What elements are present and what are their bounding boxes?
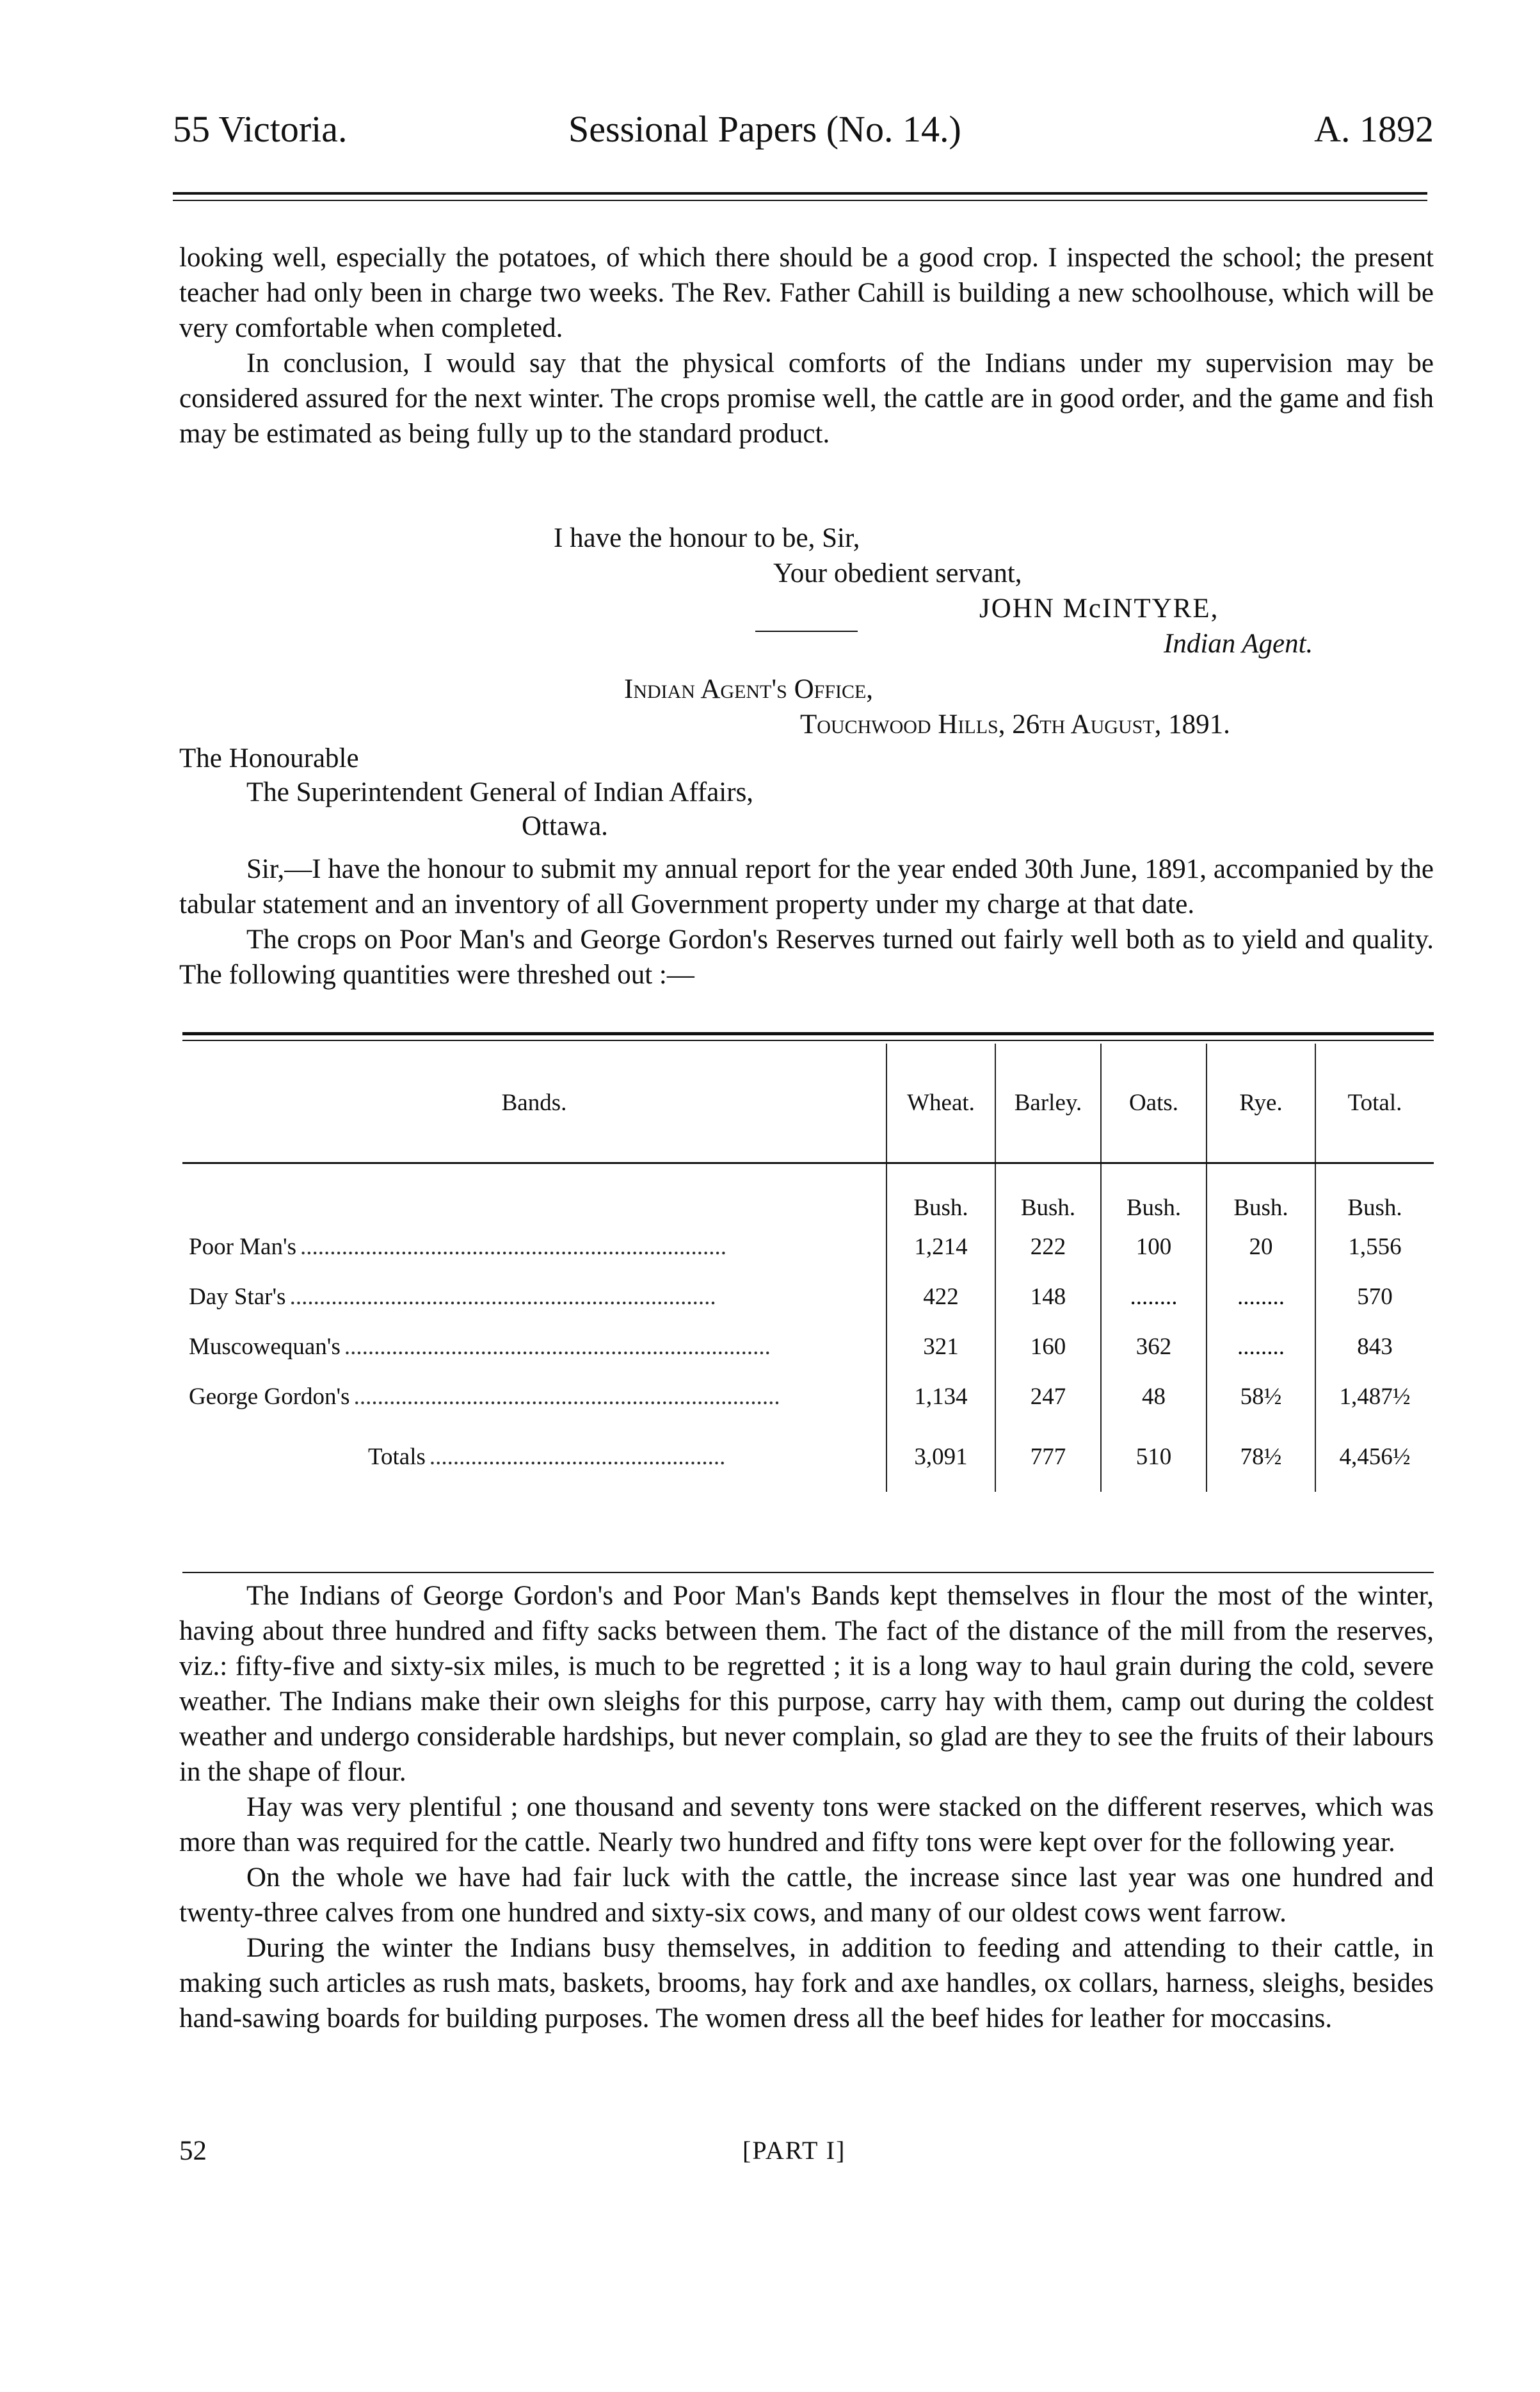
- signature-name: JOHN McINTYRE,: [979, 594, 1219, 624]
- addressee-line-3: Ottawa.: [522, 811, 608, 841]
- closing-line-2: Your obedient servant,: [773, 558, 1022, 588]
- band-name: Poor Man's ........................................................................: [189, 1233, 727, 1260]
- barley-value: 247: [995, 1371, 1101, 1421]
- totals-label: Totals ..................................................: [368, 1443, 726, 1470]
- body-paragraph-3: On the whole we have had fair luck with the cattle, the increase since last year was one hundred and twenty-three calves from one hundred and sixty-six cows, and many of our oldest cows went farrow.: [179, 1863, 1434, 1928]
- total-value: 1,556: [1315, 1222, 1434, 1272]
- header-volume: 55 Victoria.: [173, 108, 348, 150]
- letter1-paragraph-2: In conclusion, I would say that the physical comforts of the Indians under my supervision may be considered assured for the next winter. The crops promise well, the cattle are in good order, and the game and fish may be estimated as being fully up to the standard product.: [179, 348, 1434, 449]
- col-header-barley: Barley.: [995, 1044, 1101, 1163]
- rye-value: 58½: [1207, 1371, 1315, 1421]
- totals-row: [182, 1421, 1434, 1492]
- letter2-paragraph-1: Sir,—I have the honour to submit my annual report for the year ended 30th June, 1891, accompanied by the tabular statement and an inventory of all Government property under my charge at that date.: [179, 854, 1434, 919]
- col-header-bands: Bands.: [182, 1044, 886, 1163]
- rye-total: 78½: [1207, 1421, 1315, 1492]
- rye-value: ........: [1207, 1321, 1315, 1371]
- col-header-total: Total.: [1315, 1044, 1434, 1163]
- grand-total: 4,456½: [1315, 1421, 1434, 1492]
- band-name: Day Star's ........................................................................: [189, 1283, 716, 1310]
- oats-total: 510: [1101, 1421, 1207, 1492]
- office-line: Indian Agent's Office,: [624, 674, 874, 704]
- wheat-value: 422: [886, 1272, 995, 1321]
- unit-label: Bush.: [886, 1163, 995, 1222]
- oats-value: 362: [1101, 1321, 1207, 1371]
- signature-title: Indian Agent.: [1164, 629, 1313, 659]
- wheat-total: 3,091: [886, 1421, 995, 1492]
- units-row: [182, 1163, 1434, 1222]
- col-header-rye: Rye.: [1207, 1044, 1315, 1163]
- header-rule-thin: [173, 200, 1427, 201]
- body-paragraph-4: During the winter the Indians busy themselves, in addition to feeding and attending to their cattle, in making such articles as rush mats, baskets, brooms, hay fork and axe handles, ox collars, harness, sleighs, besides hand-sawing boards for building purposes. The women dress all the beef hides for leather for moccasins.: [179, 1933, 1434, 2033]
- oats-value: ........: [1101, 1272, 1207, 1321]
- total-value: 570: [1315, 1272, 1434, 1321]
- body-paragraph-2: Hay was very plentiful ; one thousand and seventy tons were stacked on the different reserves, which was more than was required for the cattle. Nearly two hundred and fifty tons were kept over for the following year.: [179, 1792, 1434, 1857]
- letter2-body: [179, 852, 1434, 992]
- col-header-oats: Oats.: [1101, 1044, 1207, 1163]
- letter2-paragraph-2: The crops on Poor Man's and George Gordon's Reserves turned out fairly well both as to yield and quality. The following quantities were threshed out :—: [179, 925, 1434, 990]
- table-row: [182, 1371, 1434, 1421]
- report-body: [179, 1578, 1434, 2036]
- closing-line-1: I have the honour to be, Sir,: [554, 523, 860, 553]
- oats-value: 48: [1101, 1371, 1207, 1421]
- barley-value: 148: [995, 1272, 1101, 1321]
- header-series: Sessional Papers (No. 14.): [568, 108, 961, 150]
- table-row: [182, 1272, 1434, 1321]
- body-paragraph-1: The Indians of George Gordon's and Poor Man's Bands kept themselves in flour the most of the winter, having about three hundred and fifty sacks between them. The fact of the distance of the mill from the reserves, viz.: fifty-five and sixty-six miles, is much to be regretted ; it is a long way to haul grain during the cold, severe weather. The Indians make their own sleighs for this purpose, carry hay with them, camp out during the coldest weather and undergo considerable hardships, but never complain, so glad are they to see the fruits of their labours in the shape of flour.: [179, 1581, 1434, 1787]
- total-value: 1,487½: [1315, 1371, 1434, 1421]
- unit-label: Bush.: [1101, 1163, 1207, 1222]
- wheat-value: 321: [886, 1321, 995, 1371]
- table-top-rule-thin: [182, 1040, 1434, 1041]
- section-divider: [755, 631, 858, 632]
- col-header-wheat: Wheat.: [886, 1044, 995, 1163]
- rye-value: 20: [1207, 1222, 1315, 1272]
- place-date-line: Touchwood Hills, 26th August, 1891.: [800, 709, 1230, 739]
- oats-value: 100: [1101, 1222, 1207, 1272]
- letter1-paragraph-1: looking well, especially the potatoes, of which there should be a good crop. I inspected the school; the present teacher had only been in charge two weeks. The Rev. Father Cahill is building a new schoolhouse, which will be very comfortable when completed.: [179, 243, 1434, 343]
- running-header: [173, 108, 1434, 165]
- band-name: Muscowequan's ........................................................................: [189, 1333, 771, 1360]
- addressee-line-2: The Superintendent General of Indian Affairs,: [246, 777, 754, 807]
- wheat-value: 1,134: [886, 1371, 995, 1421]
- part-marker: [PART I]: [742, 2136, 846, 2165]
- header-year: A. 1892: [1314, 108, 1434, 150]
- unit-label: Bush.: [1207, 1163, 1315, 1222]
- table-row: [182, 1321, 1434, 1371]
- unit-label: Bush.: [995, 1163, 1101, 1222]
- barley-value: 160: [995, 1321, 1101, 1371]
- crops-table: [182, 1044, 1434, 1492]
- letter1-body: [179, 240, 1434, 451]
- table-top-rule: [182, 1032, 1434, 1035]
- barley-value: 222: [995, 1222, 1101, 1272]
- table-row: [182, 1222, 1434, 1272]
- barley-total: 777: [995, 1421, 1101, 1492]
- rye-value: ........: [1207, 1272, 1315, 1321]
- band-name: George Gordon's ........................................................................: [189, 1383, 780, 1410]
- page-number: 52: [179, 2136, 207, 2166]
- table-bottom-rule: [182, 1572, 1434, 1573]
- header-rule: [173, 192, 1427, 195]
- table-header-row: [182, 1044, 1434, 1163]
- unit-label: Bush.: [1315, 1163, 1434, 1222]
- wheat-value: 1,214: [886, 1222, 995, 1272]
- addressee-line-1: The Honourable: [179, 743, 359, 773]
- total-value: 843: [1315, 1321, 1434, 1371]
